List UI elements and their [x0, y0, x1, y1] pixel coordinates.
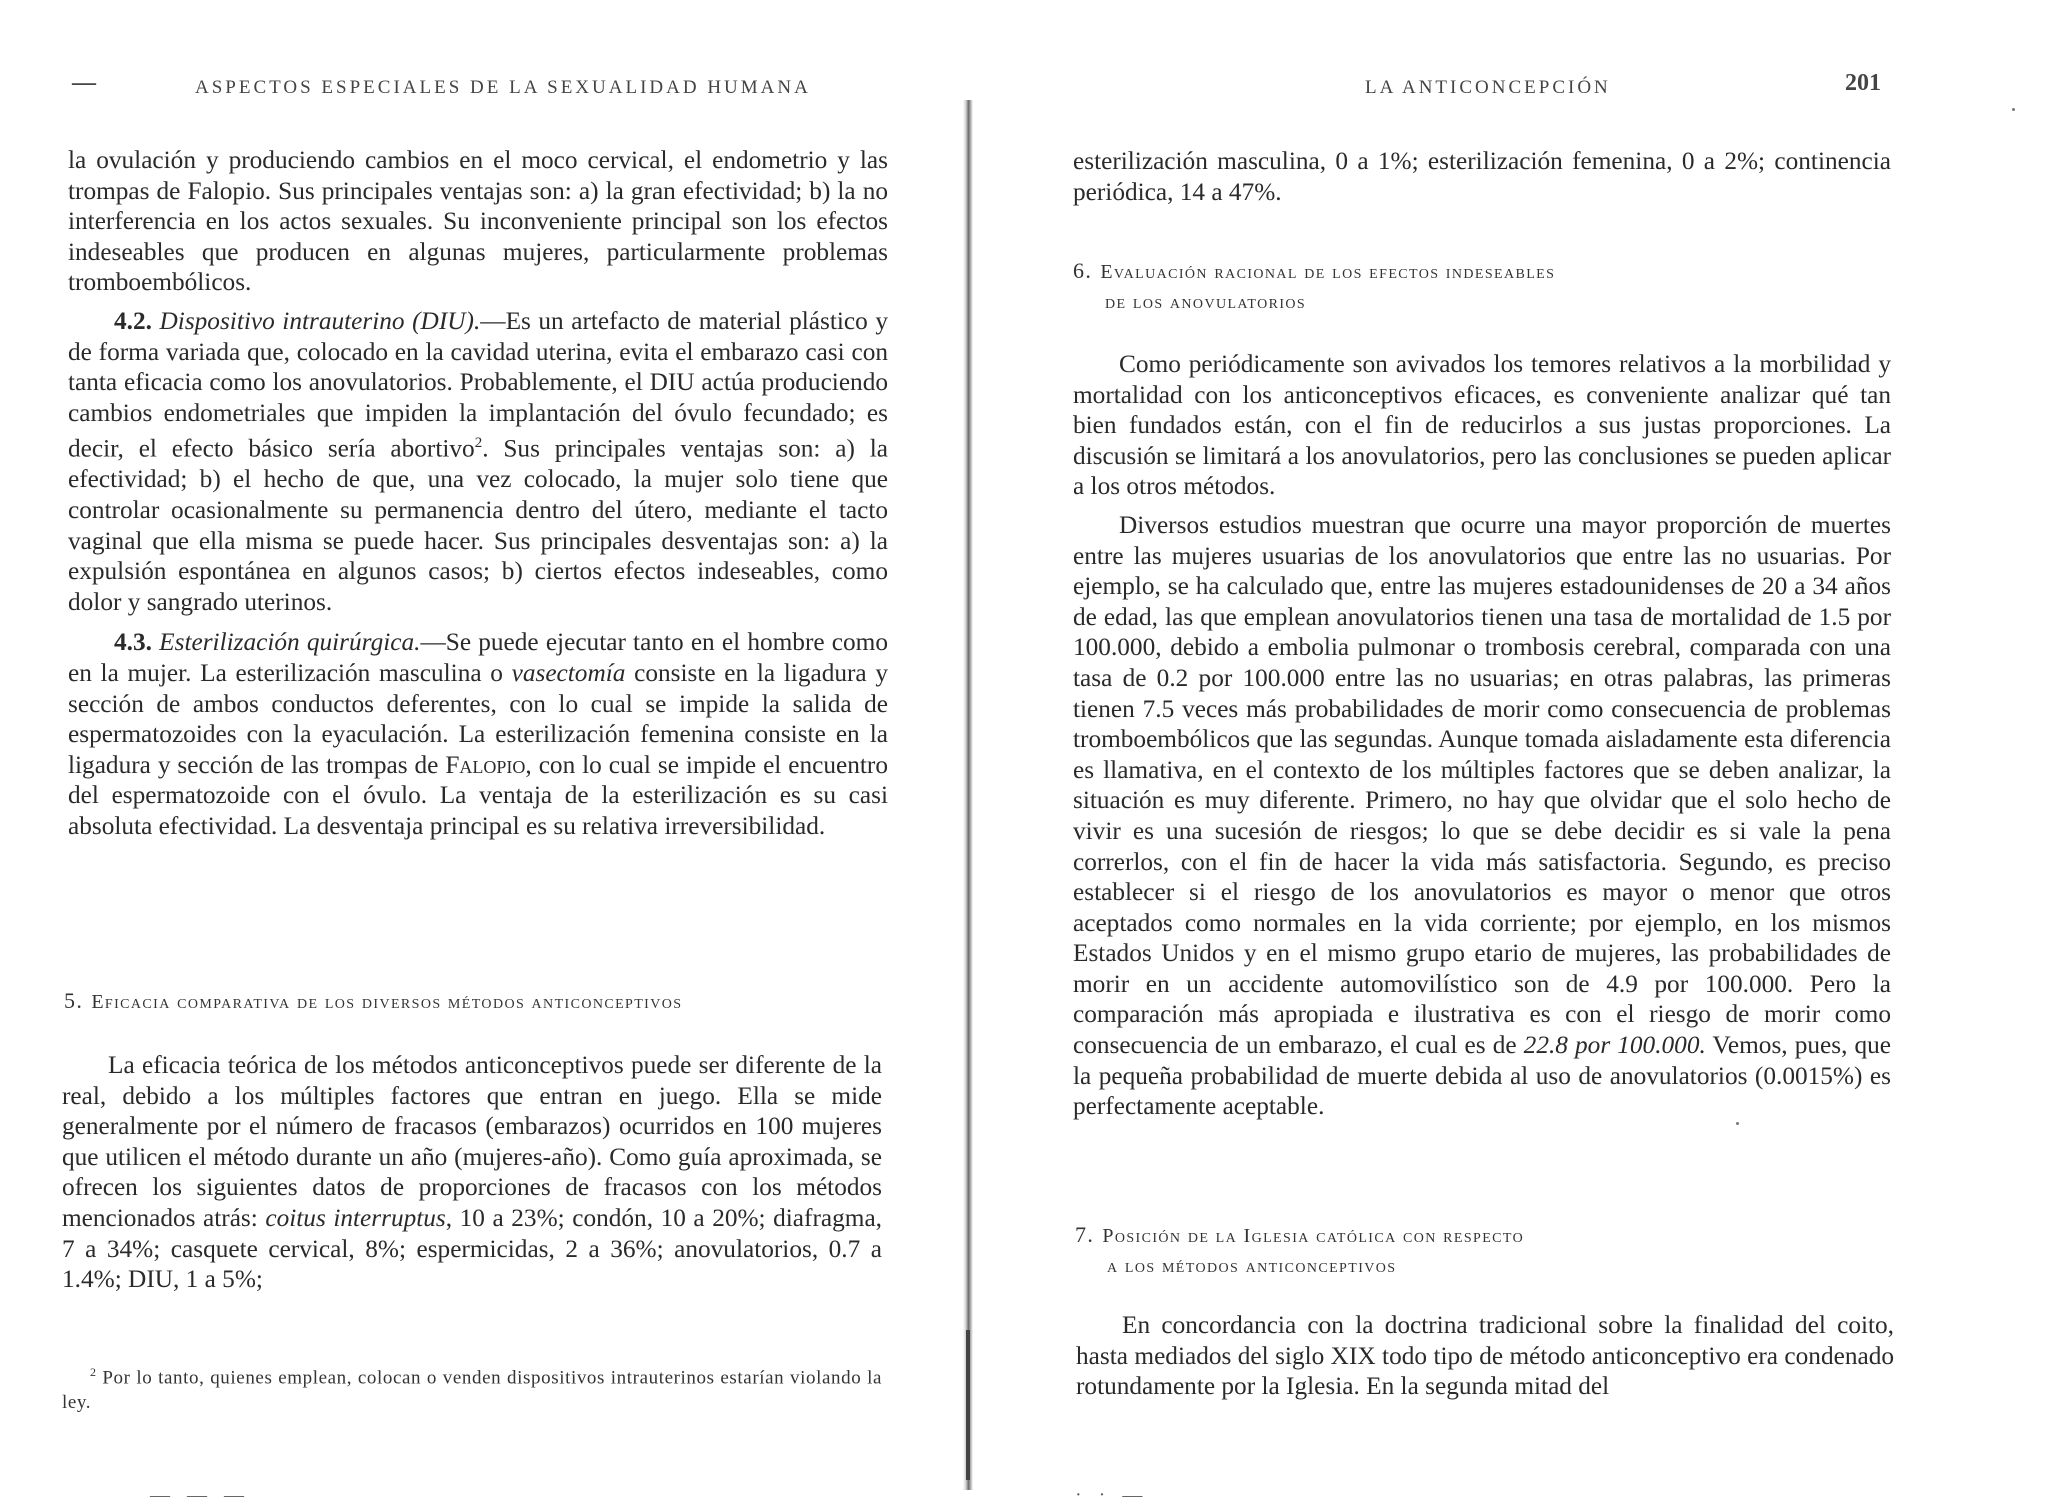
left-body-section-5: [62, 1050, 882, 1295]
running-head-left: ASPECTOS ESPECIALES DE LA SEXUALIDAD HUMANA: [195, 77, 811, 98]
right-body-section-7: [1076, 1310, 1894, 1402]
right-page: [975, 0, 2048, 1506]
running-head-right: LA ANTICONCEPCIÓN: [1365, 77, 1611, 98]
footnote: $^2$ Por lo tanto, quienes emplean, colocan o venden dispositivos intrauterinos estarían violando la ley.: [62, 1365, 882, 1414]
paragraph-continued: la ovulación y produciendo cambios en el moco cervical, el endometrio y las trompas de Falopio. Sus principales ventajas son: a) la gran efectividad; b) la no interferencia en los actos sexuales. Su inconveniente principal son los efectos indeseables que producen en algunas mujeres, particularmente problemas tromboembólicos.: [68, 146, 888, 297]
paragraph-4-2: 4.2. Dispositivo intrauterino (DIU).—Es un artefacto de material plástico y de forma variada que, colocado en la cavidad uterina, evita el embarazo casi con tanta eficacia como los anovulatorios. Probablemente, el DIU actúa produciendo cambios endometriales que impiden la implantación del óvulo fecundado; es decir, el efecto básico sería abortivo$^2$. Sus principales ventajas son: a) la efectividad; b) el hecho de que, una vez colocado, la mujer solo tiene que controlar ocasionalmente su permanencia dentro del útero, mediante el tacto vaginal que ella misma se puede hacer. Sus principales desventajas son: a) la expulsión espontánea en algunos casos; b) ciertos efectos indeseables, como dolor y sangrado uterinos.: [68, 306, 888, 616]
footnote-mark: 2: [90, 1365, 97, 1379]
subsection-title: Dispositivo intrauterino (DIU).: [159, 306, 481, 335]
paragraph-section-5: La eficacia teórica de los métodos anticonceptivos puede ser diferente de la real, debido a los múltiples factores que entran en juego. Ella se mide generalmente por el número de fracasos (embarazos) ocurridos en 100 mujeres que utilicen el método durante un año (mujeres-año). Como guía aproximada, se ofrecen los siguientes datos de proporciones de fracasos con los métodos mencionados atrás: coitus interruptus, 10 a 23%; condón, 10 a 20%; diafragma, 7 a 34%; casquete cervical, 8%; espermicidas, 2 a 36%; anovulatorios, 0.7 a 1.4%; DIU, 1 a 5%;: [62, 1051, 882, 1294]
subsection-title: Esterilización quirúrgica.: [159, 628, 421, 657]
book-gutter: [963, 100, 973, 1490]
book-gutter-shadow: [966, 1330, 970, 1480]
folio-left-fragment: —: [72, 70, 96, 96]
section-7-heading: 7. Posición de la Iglesia católica con respecto a los métodos anticonceptivos: [1075, 1222, 1525, 1277]
paragraph-section-7: En concordancia con la doctrina tradicional sobre la finalidad del coito, hasta mediados del siglo XIX todo tipo de método anticonceptivo era condenado rotundamente por la Iglesia. En la segunda mitad del: [1076, 1311, 1894, 1401]
page-number: 201: [1845, 70, 1881, 96]
paragraph-section-6-1: Como periódicamente son avivados los temores relativos a la morbilidad y mortalidad con los anticonceptivos eficaces, es conveniente analizar qué tan bien fundados están, con el fin de reducirlos a sus justas proporciones. La discusión se limitará a los anovulatorios, pero las conclusiones se pueden aplicar a los otros métodos.: [1073, 350, 1891, 501]
scan-speck: [1736, 1122, 1739, 1125]
footnote-ref: 2: [474, 435, 483, 452]
paragraph-continued: esterilización masculina, 0 a 1%; esterilización femenina, 0 a 2%; continencia periódica, 14 a 47%.: [1073, 147, 1891, 206]
paragraph-section-6-2: Diversos estudios muestran que ocurre una mayor proporción de muertes entre las mujeres usuarias de los anovulatorios que entre las no usuarias. Por ejemplo, se ha calculado que, entre las mujeres estadounidenses de 20 a 34 años de edad, las que emplean anovulatorios tienen una tasa de mortalidad de 1.5 por 100.000, debido a embolia pulmonar o trombosis cerebral, comparada con una tasa de 0.2 por 100.000 entre las no usuarias; en otras palabras, las primeras tienen 7.5 veces más probabilidades de morir como consecuencia de problemas tromboembólicos que las segundas. Aunque tomada aisladamente esta diferencia es llamativa, en el contexto de los múltiples factores que se deben analizar, la situación es muy diferente. Primero, no hay que olvidar que el solo hecho de vivir es una sucesión de riesgos; lo que se debe decidir es si vale la pena correrlos, con el fin de hacer la vida más satisfactoria. Segundo, es preciso establecer si el riesgo de los anovulatorios es mayor o menor que otros aceptados como normales en la vida corriente; por ejemplo, en los mismos Estados Unidos y en el mismo grupo etario de mujeres, las probabilidades de morir en un accidente automovilístico son de 4.9 por 100.000. Pero la comparación más apropiada e ilustrativa es con el riesgo de morir como consecuencia de un embarazo, el cual es de 22.8 por 100.000. Vemos, pues, que la pequeña probabilidad de muerte debida al uso de anovulatorios (0.0015%) es perfectamente aceptable.: [1073, 510, 1891, 1121]
bottom-fragment-left: — — —: [150, 1484, 250, 1506]
left-body: [68, 145, 888, 841]
right-body-top: [1073, 146, 1891, 207]
paragraph-4-3: 4.3. Esterilización quirúrgica.—Se puede ejecutar tanto en el hombre como en la mujer. La esterilización masculina o vasectomía consiste en la ligadura y sección de ambos conductos deferentes, con lo cual se impide la salida de espermatozoides con la eyaculación. La esterilización femenina consiste en la ligadura y sección de las trompas de Falopio, con lo cual se impide el encuentro del espermatozoide con el óvulo. La ventaja de la esterilización es su casi absoluta efectividad. La desventaja principal es su relativa irreversibilidad.: [68, 628, 888, 840]
scan-speck: [2012, 108, 2015, 111]
right-body-section-6: [1073, 349, 1891, 1122]
section-number: 4.2.: [114, 306, 152, 335]
section-number: 4.3.: [114, 628, 152, 657]
left-page: [0, 0, 960, 1506]
bottom-fragment-right: · · —: [1075, 1484, 1149, 1506]
section-5-heading: 5. Eficacia comparativa de los diversos métodos anticonceptivos: [64, 988, 683, 1013]
section-6-heading: 6. Evaluación racional de los efectos indeseables de los anovulatorios: [1073, 258, 1556, 313]
